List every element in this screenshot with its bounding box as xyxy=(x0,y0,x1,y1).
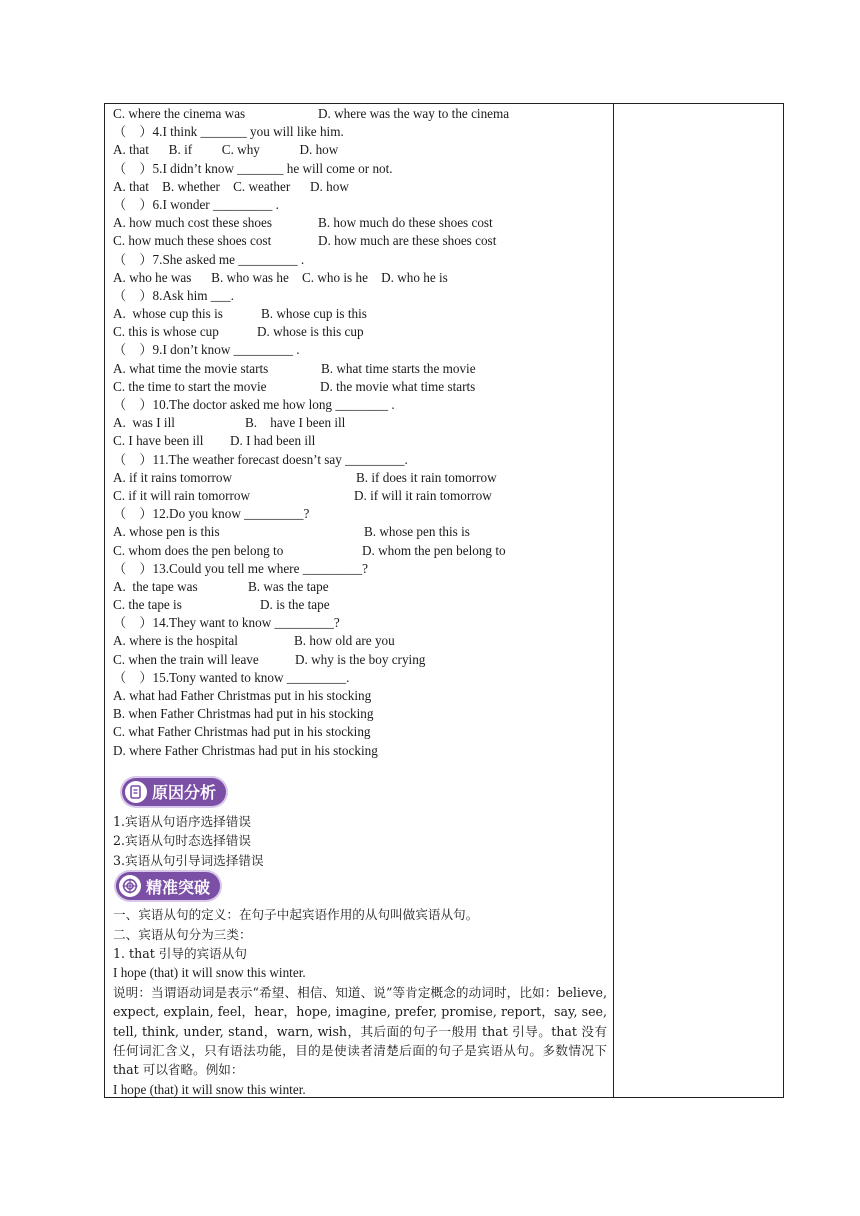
q9-stem: （ ）9.I don’t know _________ . xyxy=(113,342,300,358)
q13-stem: （ ）13.Could you tell me where _________? xyxy=(113,560,368,576)
reason-item: 1.宾语从句语序选择错误 xyxy=(113,813,251,829)
q6-stem: （ ）6.I wonder _________ . xyxy=(113,196,279,212)
breakthrough-badge: 精准突破 xyxy=(116,872,220,900)
q9-options-ab: A. what time the movie starts B. what time starts the movie xyxy=(113,360,476,376)
q11-options-ab: A. if it rains tomorrow B. if does it rain tomorrow xyxy=(113,469,497,485)
q3-options-cd: C. where the cinema was D. where was the way to the cinema xyxy=(113,106,510,121)
definition-line: 一、宾语从句的定义：在句子中起宾语作用的从句叫做宾语从句。 xyxy=(113,907,479,923)
example-sentence: I hope (that) it will snow this winter. xyxy=(113,1081,306,1097)
q10-stem: （ ）10.The doctor asked me how long ________ . xyxy=(113,397,395,412)
q10-options-cd: C. I have been ill D. I had been ill xyxy=(113,433,316,449)
q7-options: A. who he was B. who was he C. who is he D. who he is xyxy=(113,269,448,285)
q8-options-cd: C. this is whose cup D. whose is this cup xyxy=(113,324,364,340)
q11-stem: （ ）11.The weather forecast doesn’t say _________. xyxy=(113,451,408,467)
target-icon xyxy=(119,875,141,897)
q14-stem: （ ）14.They want to know _________? xyxy=(113,615,340,631)
q13-options-ab: A. the tape was B. was the tape xyxy=(113,578,329,594)
subheading-that: 1. that 引导的宾语从句 xyxy=(113,946,247,962)
q15-stem: （ ）15.Tony wanted to know _________. xyxy=(113,669,350,685)
q5-stem: （ ）5.I didn’t know _______ he will come or not. xyxy=(113,160,393,176)
q13-options-cd: C. the tape is D. is the tape xyxy=(113,597,330,613)
q8-options-ab: A. whose cup this is B. whose cup is this xyxy=(113,306,367,322)
column-divider xyxy=(613,103,614,1098)
example-sentence: I hope (that) it will snow this winter. xyxy=(113,965,306,981)
q15-option-b: B. when Father Christmas had put in his stocking xyxy=(113,706,374,722)
q15-option-c: C. what Father Christmas had put in his stocking xyxy=(113,724,371,740)
reason-item: 3.宾语从句引导词选择错误 xyxy=(113,852,264,868)
q6-options-ab: A. how much cost these shoes B. how much do these shoes cost xyxy=(113,215,493,231)
q12-options-ab: A. whose pen is this B. whose pen this is xyxy=(113,524,470,540)
q14-options-cd: C. when the train will leave D. why is the boy crying xyxy=(113,651,426,667)
main-cell xyxy=(113,105,609,1099)
q12-stem: （ ）12.Do you know _________? xyxy=(113,506,310,522)
q5-options: A. that B. whether C. weather D. how xyxy=(113,178,349,194)
q12-options-cd: C. whom does the pen belong to D. whom the pen belong to xyxy=(113,542,506,558)
document-icon xyxy=(125,781,147,803)
q15-option-d: D. where Father Christmas had put in his stocking xyxy=(113,742,378,758)
q9-options-cd: C. the time to start the movie D. the movie what time starts xyxy=(113,378,476,394)
q4-stem: （ ）4.I think _______ you will like him. xyxy=(113,124,344,140)
q10-options-ab: A. was I ill B. have I been ill xyxy=(113,415,346,431)
reason-analysis-badge: 原因分析 xyxy=(122,778,226,806)
q4-options: A. that B. if C. why D. how xyxy=(113,142,339,158)
q8-stem: （ ）8.Ask him ___. xyxy=(113,287,234,303)
explanation-paragraph: 说明：当谓语动词是表示“希望、相信、知道、说”等肯定概念的动词时，比如：believe, expect, explain, feel，hear，hope, imagine, prefer, promise, report，say, see, tell, think, under, stand，warn, wish，其后面的句子一般用 that 引导。that 没有任何词汇含义，只有语法功能，目的是使读者清楚后面的句子是宾语从句。多数情况下 that 可以省略。例如： xyxy=(113,984,607,1078)
q11-options-cd: C. if it will rain tomorrow D. if will it rain tomorrow xyxy=(113,487,492,503)
q7-stem: （ ）7.She asked me _________ . xyxy=(113,251,305,267)
types-line: 二、宾语从句分为三类： xyxy=(113,926,252,942)
q6-options-cd: C. how much these shoes cost D. how much are these shoes cost xyxy=(113,233,497,249)
reason-item: 2.宾语从句时态选择错误 xyxy=(113,833,251,849)
q15-option-a: A. what had Father Christmas put in his stocking xyxy=(113,688,372,703)
q14-options-ab: A. where is the hospital B. how old are you xyxy=(113,633,395,649)
